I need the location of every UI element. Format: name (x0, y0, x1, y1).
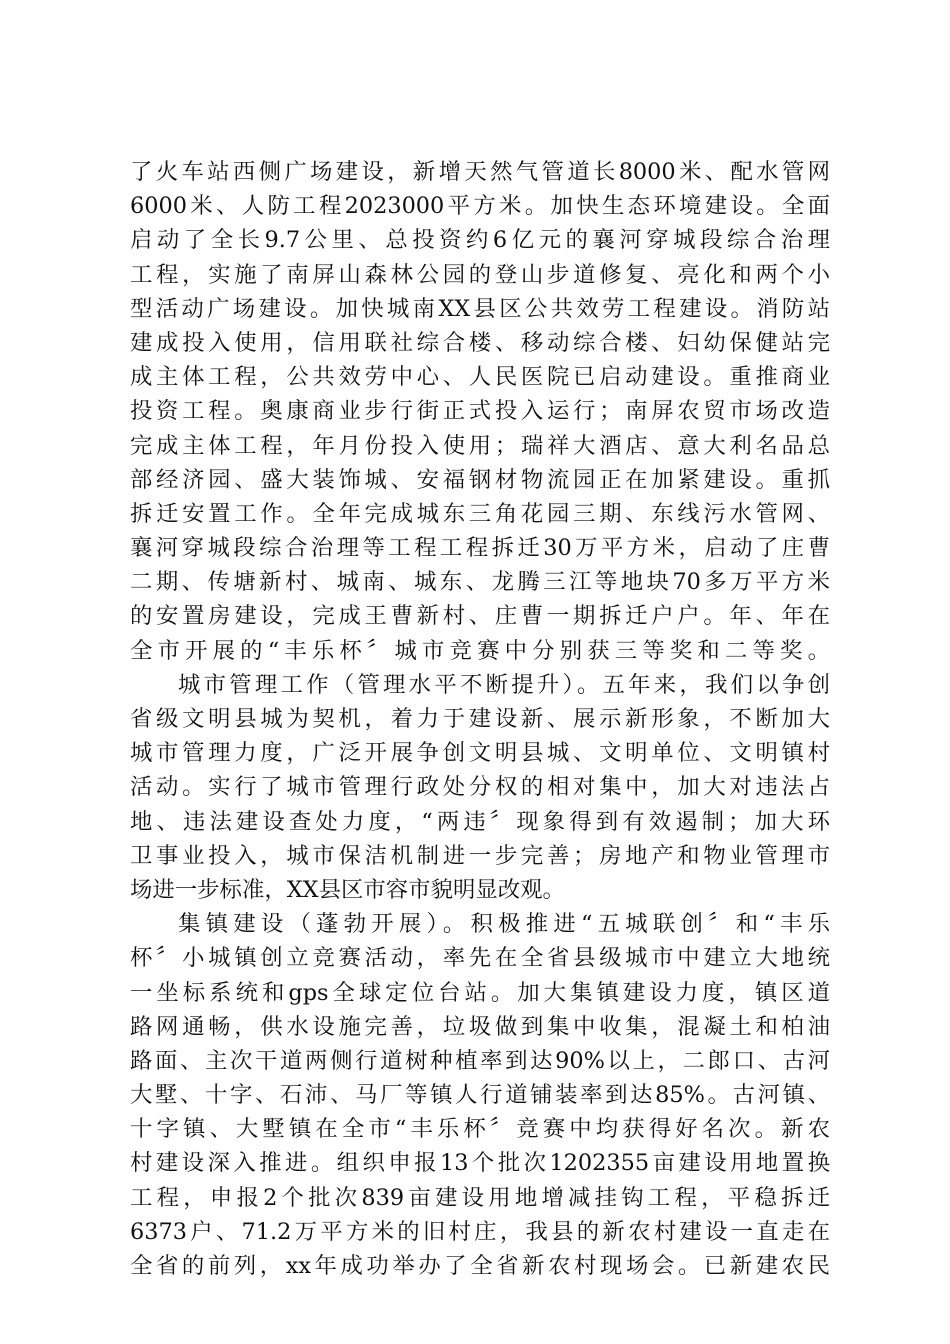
text-line: 了火车站西侧广场建设，新增天然气管道长8000米、配水管网 (130, 159, 830, 185)
text-line: 二期、传塘新村、城南、城东、龙腾三江等地块70多万平方米 (130, 569, 830, 596)
document-page (130, 155, 830, 1283)
text-line: 拆迁安置工作。全年完成城东三角花园三期、东线污水管网、 (130, 500, 830, 527)
text-line: 集镇建设（蓬勃开展）。积极推进“五城联创〞和“丰乐 (178, 911, 830, 938)
text-line: 建成投入使用，信用联社综合楼、移动综合楼、妇幼保健站完 (130, 329, 830, 356)
text-line: 部经济园、盛大装饰城、安福钢材物流园正在加紧建设。重抓 (130, 466, 830, 493)
text-line: 场进一步标准，XX县区市容市貌明显改观。 (130, 876, 565, 903)
text-line: 大墅、十字、石沛、马厂等镇人行道铺装率到达85%。古河镇、 (130, 1082, 830, 1109)
text-line: 全省的前列，xx年成功举办了全省新农村现场会。已新建农民 (130, 1253, 830, 1279)
text-line: 启动了全长9.7公里、总投资约6亿元的襄河穿城段综合治理 (130, 227, 830, 254)
text-line: 省级文明县城为契机，着力于建设新、展示新形象，不断加大 (130, 706, 830, 732)
text-line: 一坐标系统和gps全球定位台站。加大集镇建设力度，镇区道 (130, 979, 830, 1006)
paragraph-town-construction (130, 907, 830, 1283)
text-line: 工程，申报2个批次839亩建设用地增减挂钩工程，平稳拆迁 (130, 1184, 830, 1211)
paragraph-urban-construction (130, 155, 830, 668)
text-line: 地、违法建设查处力度，“两违〞现象得到有效遏制；加大环 (130, 808, 830, 835)
text-line: 卫事业投入，城市保洁机制进一步完善；房地产和物业管理市 (130, 842, 830, 869)
text-line: 村建设深入推进。组织申报13个批次1202355亩建设用地置换 (130, 1150, 830, 1177)
text-line: 投资工程。奥康商业步行街正式投入运行；南屏农贸市场改造 (130, 398, 830, 425)
text-line: 城市管理工作（管理水平不断提升）。五年来，我们以争创 (178, 671, 830, 698)
text-line: 6000米、人防工程2023000平方米。加快生态环境建设。全面 (130, 193, 830, 220)
text-line: 的安置房建设，完成王曹新村、庄曹一期拆迁户户。年、年在 (130, 603, 830, 630)
text-line: 型活动广场建设。加快城南XX县区公共效劳工程建设。消防站 (130, 295, 830, 322)
text-line: 杯〞小城镇创立竞赛活动，率先在全省县级城市中建立大地统 (130, 945, 830, 972)
paragraph-urban-management (130, 668, 830, 907)
text-line: 襄河穿城段综合治理等工程工程拆迁30万平方米，启动了庄曹 (130, 535, 830, 562)
text-line: 十字镇、大墅镇在全市“丰乐杯〞竞赛中均获得好名次。新农 (130, 1116, 830, 1143)
text-line: 路面、主次干道两侧行道树种植率到达90%以上，二郎口、古河 (130, 1047, 830, 1074)
text-line: 活动。实行了城市管理行政处分权的相对集中，加大对违法占 (130, 774, 830, 801)
text-line: 成主体工程，公共效劳中心、人民医院已启动建设。重推商业 (130, 364, 830, 391)
text-line: 城市管理力度，广泛开展争创文明县城、文明单位、文明镇村 (130, 740, 830, 767)
text-line: 路网通畅，供水设施完善，垃圾做到集中收集，混凝土和柏油 (130, 1013, 830, 1040)
text-line: 全市开展的“丰乐杯〞城市竞赛中分别获三等奖和二等奖。 (130, 637, 830, 664)
text-line: 工程，实施了南屏山森林公园的登山步道修复、亮化和两个小 (130, 261, 830, 288)
text-line: 6373户、71.2万平方米的旧村庄，我县的新农村建设一直走在 (130, 1218, 830, 1245)
text-line: 完成主体工程，年月份投入使用；瑞祥大酒店、意大利名品总 (130, 432, 830, 459)
